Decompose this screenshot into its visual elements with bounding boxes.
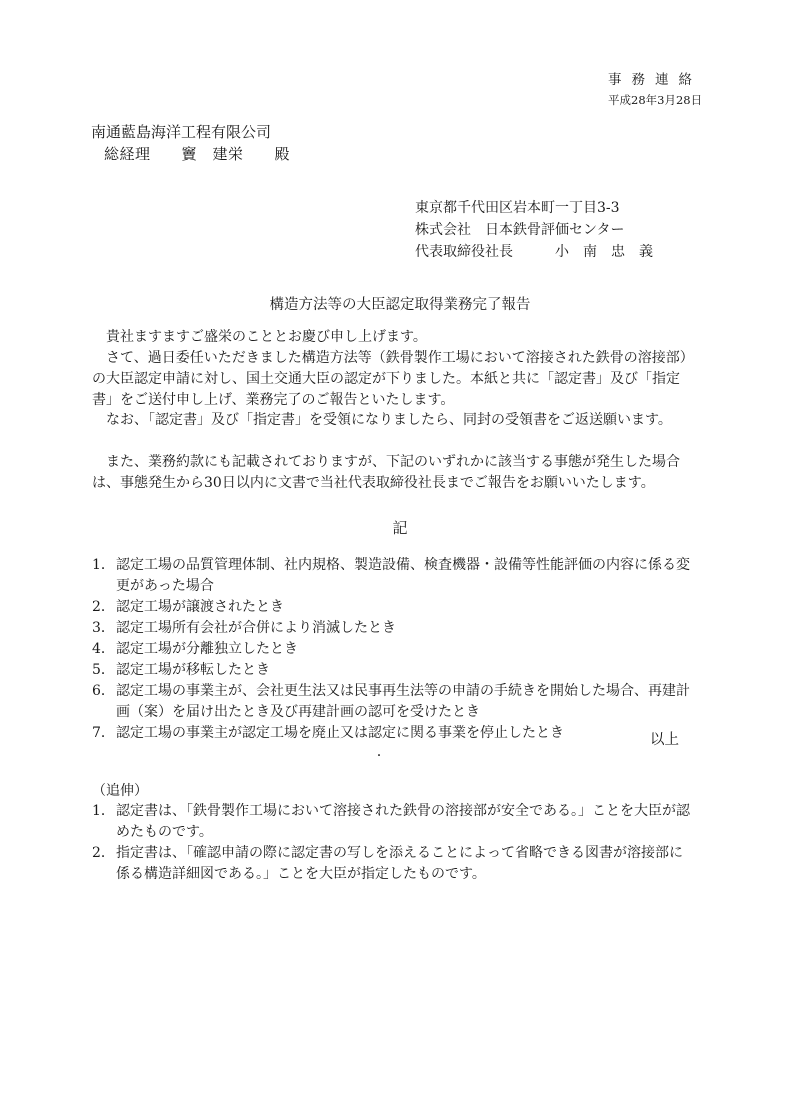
list-item <box>92 843 692 885</box>
body-paragraph: また、業務約款にも記載されておりますが、下記のいずれかに該当する事態が発生した場合は、事態発生から30日以内に文書で当社代表取締役社長までご報告をお願いいたします。 <box>92 454 680 491</box>
recipient-addressee: 総経理 竇 建栄 殿 <box>104 145 291 163</box>
list-item <box>92 639 692 660</box>
sender-representative: 代表取締役社長 小 南 忠 義 <box>415 244 653 260</box>
list-text: 認定工場が譲渡されたとき <box>116 599 284 615</box>
list-text: 指定書は、「確認申請の際に認定書の写しを添えることによって省略できる図書が溶接部に係る構造詳細図である。」ことを大臣が指定したものです。 <box>116 845 683 882</box>
ki-heading: 記 <box>392 519 408 537</box>
list-item <box>92 801 692 843</box>
list-number: 7． <box>92 725 115 741</box>
list-number: 5． <box>92 662 115 678</box>
document-title: 構造方法等の大臣認定取得業務完了報告 <box>269 297 531 313</box>
list-text: 認定工場の品質管理体制、社内規格、製造設備、検査機器・設備等性能評価の内容に係る変更があった場合 <box>116 557 690 594</box>
list-text: 認定工場の事業主が認定工場を廃止又は認定に関る事業を停止したとき <box>116 725 564 741</box>
list-item <box>92 681 692 723</box>
list-item <box>92 660 692 681</box>
document-date: 平成28年3月28日 <box>608 93 703 107</box>
conditions-list <box>92 555 692 744</box>
scan-dot: ・ <box>374 751 384 762</box>
sender-company: 株式会社 日本鉄骨評価センター <box>415 222 625 238</box>
list-number: 2． <box>92 845 115 861</box>
postscript-heading: （追伸） <box>92 783 148 799</box>
list-item <box>92 723 692 744</box>
list-number: 6． <box>92 683 115 699</box>
notice-label: 事務連絡 <box>608 72 702 88</box>
body-paragraph: なお、「認定書」及び「指定書」を受領になりましたら、同封の受領書をご返送願います。 <box>92 412 672 428</box>
recipient-company: 南通藍島海洋工程有限公司 <box>91 123 272 141</box>
list-number: 3． <box>92 620 115 636</box>
list-item <box>92 597 692 618</box>
list-text: 認定工場所有会社が合併により消滅したとき <box>116 620 396 636</box>
list-item <box>92 618 692 639</box>
list-item <box>92 555 692 597</box>
list-number: 1． <box>92 803 115 819</box>
list-number: 2． <box>92 599 115 615</box>
list-text: 認定書は、「鉄骨製作工場において溶接された鉄骨の溶接部が安全である。」ことを大臣が認めたものです。 <box>116 803 690 840</box>
list-text: 認定工場の事業主が、会社更生法又は民事再生法等の申請の手続きを開始した場合、再建計画（案）を届け出たとき及び再建計画の認可を受けたとき <box>116 683 690 720</box>
postscript-list <box>92 801 692 885</box>
list-text: 認定工場が分離独立したとき <box>116 641 298 657</box>
list-number: 4． <box>92 641 115 657</box>
body-paragraph: さて、過日委任いただきました構造方法等（鉄骨製作工場において溶接された鉄骨の溶接部）の大臣認定申請に対し、国土交通大臣の認定が下りました。本紙と共に「認定書」及び「指定書」をご送付申し上げ、業務完了のご報告といたします。 <box>92 350 687 408</box>
list-number: 1． <box>92 557 115 573</box>
body-paragraph: 貴社ますますご盛栄のこととお慶び申し上げます。 <box>92 329 427 345</box>
list-text: 認定工場が移転したとき <box>116 662 270 678</box>
sender-address: 東京都千代田区岩本町一丁目3-3 <box>415 200 620 216</box>
closing-mark: 以上 <box>650 732 679 748</box>
